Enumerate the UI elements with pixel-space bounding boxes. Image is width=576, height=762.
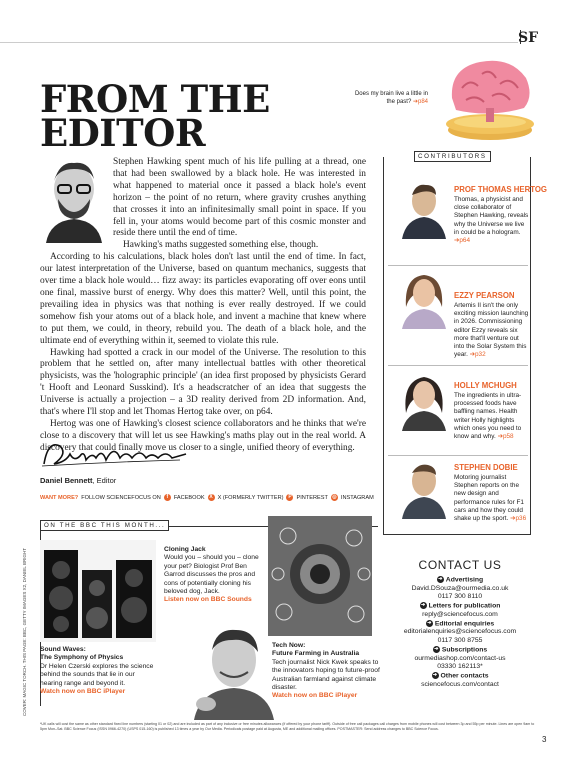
contact-advertising-head: ➔ Advertising [438,576,484,584]
x-link[interactable]: X (FORMERLY TWITTER) [217,494,284,501]
want-more-label: WANT MORE? [40,494,79,501]
editorial-paragraph-1: Stephen Hawking spent much of his life pulling at a thread, one that had been swallowed by a black hole. He was interested in what happened to material once it passed a black hole's event horizon – the point of no return, where gravity crushes anything that crosses it into an infinitesimally small point in space. If you fell in, your atoms would become part of this cosmic monster and reside there until the end of time. [113,157,366,239]
contributor-name: HOLLY MCHUGH [454,381,517,390]
speakers-image [40,540,156,642]
contact-editorial-head: ➔ Editorial enquiries [427,619,495,627]
arrow-icon: ➔ [438,576,443,582]
editorial-paragraph-2: According to his calculations, black holes don't last until the end of time. In fact, our latest interpretation of the Universe, based on quantum mechanics, suggests that over time a black hole would… fizz away: its particles evaporating off over eons until one final, massive burst of energy. Why does this matter? Well, until this point, the prevailing idea in physics was that nothing is ever really destroyed. If we could somehow fish your atoms out of a black hole, and invent a machine that knew where to put them, we could, in theory, rebuild you. The death of a black hole, and the ultimate end of everything within it, seemed to violate this rule. [40,252,366,346]
contact-us-panel [390,558,530,689]
contact-subscriptions-phone: 03330 162113* [437,663,483,671]
pinterest-link[interactable]: PINTEREST [296,494,328,501]
brain-illustration [430,38,540,148]
instagram-link[interactable]: INSTAGRAM [340,494,374,501]
item-desc: Would you – should you – clone your pet? Biologist Prof Ben Garrod discusses the pros and cons of potentially cloning his beloved dog, Jack. [164,554,259,596]
item-title: The Symphony of Physics [40,654,124,662]
instagram-icon[interactable]: ◎ [332,494,337,500]
magazine-logo: SF [518,30,539,46]
contributor-page-link[interactable]: ➔p58 [497,433,514,441]
contact-title: CONTACT US [418,558,502,572]
social-follow-row [40,494,374,501]
arrow-icon: ➔ [421,602,426,609]
teaser-text: Does my brain live a little in the past? [354,91,428,105]
presenter-photo [186,620,278,720]
photo-credit: COVER: MAGIC TORCH. THIS PAGE: BBC, GETTY IMAGES X2, DANIEL BRIGHT [22,548,27,716]
facebook-icon[interactable]: f [164,494,171,501]
item-desc: Tech journalist Nick Kwek speaks to the innovators hoping to future-proof Australian farmland against climate disaster. [272,658,380,692]
watch-link[interactable]: Watch now on BBC iPlayer [40,688,126,696]
editorial-paragraph-4: Hertog was one of Hawking's closest science collaborators and he thinks that we're close to a discovery that will let us see Hawking's maths play out in the real world. A discovery that could finally move us closer to a single, unified theory of everything. [40,418,366,453]
contact-subscriptions-head: ➔ Subscriptions [434,645,488,653]
item-title: Cloning Jack [164,546,206,553]
item-kicker: Tech Now: [272,642,306,649]
contributor-desc: Artemis II isn't the only exciting mission launching in 2026. Commissioning editor Ezzy reveals six more that'll venture out into the Solar System this year. ➔p32 [454,302,529,359]
contributor-photo [398,267,450,329]
divider [388,365,528,366]
contributor-page-link[interactable]: ➔p64 [454,237,471,245]
editorial-paragraph-3: Hawking had spotted a crack in our model of the Universe. The resolution to this problem that he settled on, after many intellectual battles with other theoretical physicists, was the 'holographic principle' (an idea first proposed by physicists Gerard 't Hooft and Leonard Susskind). It's a headscratcher of an idea that suggests the Universe is actually a projection – a 3D reality derived from 2D information. And, that's where I'll stop and let Thomas Hertog take over, on p64. [40,347,366,418]
bbc-item-tech-now [272,642,382,701]
contributor-desc: Thomas, a physicist and close collaborator of Stephen Hawking, reveals why the Universe we live in could be a hologram. ➔p64 [454,196,529,245]
editor-name: Daniel Bennett [40,476,93,485]
watch-link[interactable]: Watch now on BBC iPlayer [272,692,358,700]
contact-other-url[interactable]: sciencefocus.com/contact [421,680,499,688]
bbc-item-sound-waves [40,646,158,696]
facebook-link[interactable]: FACEBOOK [173,494,205,501]
contact-advertising-email[interactable]: David.DSouza@ourmedia.co.uk [411,584,509,592]
contact-letters-head: ➔ Letters for publication [421,602,501,610]
contributors-label: CONTRIBUTORS [414,151,491,162]
footnote: *UK calls will cost the same as other standard fixed line numbers (starting 01 or 02) and are included as part of any inclusive or free minutes allowances (if offered by your phone tariff). Outside of free call packages call charges from mobile phones will cost between 3p and 55p per minute. Lines are open 9am to 5pm Mon–Sat. BBC Science Focus (ISSN 0966-4270) (USPS 015-160) is published 13 times a year by Our Media. Periodicals postage paid at Augusta, ME and additional mailing offices. POSTMASTER: Send address changes to BBC Science Focus. [40,722,535,731]
contributor-desc: The ingredients in ultra-processed foods have baffling names. Health writer Holly highlights which ones you need to know and why. ➔p58 [454,392,522,441]
contributor-name: STEPHEN DOBIE [454,463,518,472]
contact-subscriptions-url[interactable]: ourmediashop.com/contact-us [414,654,506,662]
editor-role: , Editor [92,476,117,485]
bbc-item-cloning-jack [164,546,262,605]
editor-signature [40,436,190,472]
page-number: 3 [542,735,547,744]
item-title: Future Farming in Australia [272,650,360,658]
title-line-1: FROM THE [40,77,270,121]
teaser-page-link[interactable]: ➔p84 [412,99,428,105]
contact-other-head: ➔ Other contacts [432,671,489,680]
arrow-icon: ➔ [434,645,439,652]
page-title [40,77,270,155]
contributor-photo [398,177,450,239]
pinterest-icon[interactable]: P [288,494,292,500]
x-icon[interactable]: X [209,494,213,500]
title-line-2: EDITOR [40,111,206,155]
contributor-page-link[interactable]: ➔p32 [469,351,486,359]
editorial-paragraph-1b: Hawking's maths suggested something else, though. [123,240,319,251]
item-kicker: Sound Waves: [40,646,86,653]
contributor-photo [398,369,450,431]
brain-teaser[interactable] [348,90,428,106]
listen-link[interactable]: Listen now on BBC Sounds [164,596,252,604]
divider [388,265,528,266]
contributor-desc: Motoring journalist Stephen reports on the new design and performance rules for F1 cars and how they could shake up the sport. ➔p36 [454,474,527,523]
contact-letters-email[interactable]: reply@sciencefocus.com [422,610,498,618]
contributor-name: PROF THOMAS HERTOG [454,185,547,194]
contributor-photo [398,457,450,519]
contributor-page-link[interactable]: ➔p36 [510,515,527,523]
onbbc-label: ON THE BBC THIS MONTH... [40,520,169,531]
tech-now-image [268,516,372,636]
editorial-body [40,157,366,455]
divider [388,455,528,456]
contact-editorial-email[interactable]: editorialenquiries@sciencefocus.com [403,628,517,636]
arrow-icon: ➔ [427,619,432,626]
follow-text: FOLLOW SCIENCEFOCUS ON [81,494,161,501]
contributors-panel [383,153,547,535]
contact-editorial-phone: 0117 300 8755 [437,637,483,645]
contact-advertising-phone: 0117 300 8110 [437,593,483,601]
item-desc: Dr Helen Czerski explores the science behind the sounds that lie in our hearing range and beyond it. [40,662,154,687]
editor-signoff [40,476,116,485]
arrow-icon: ➔ [432,671,438,678]
contributor-name: EZZY PEARSON [454,291,515,300]
